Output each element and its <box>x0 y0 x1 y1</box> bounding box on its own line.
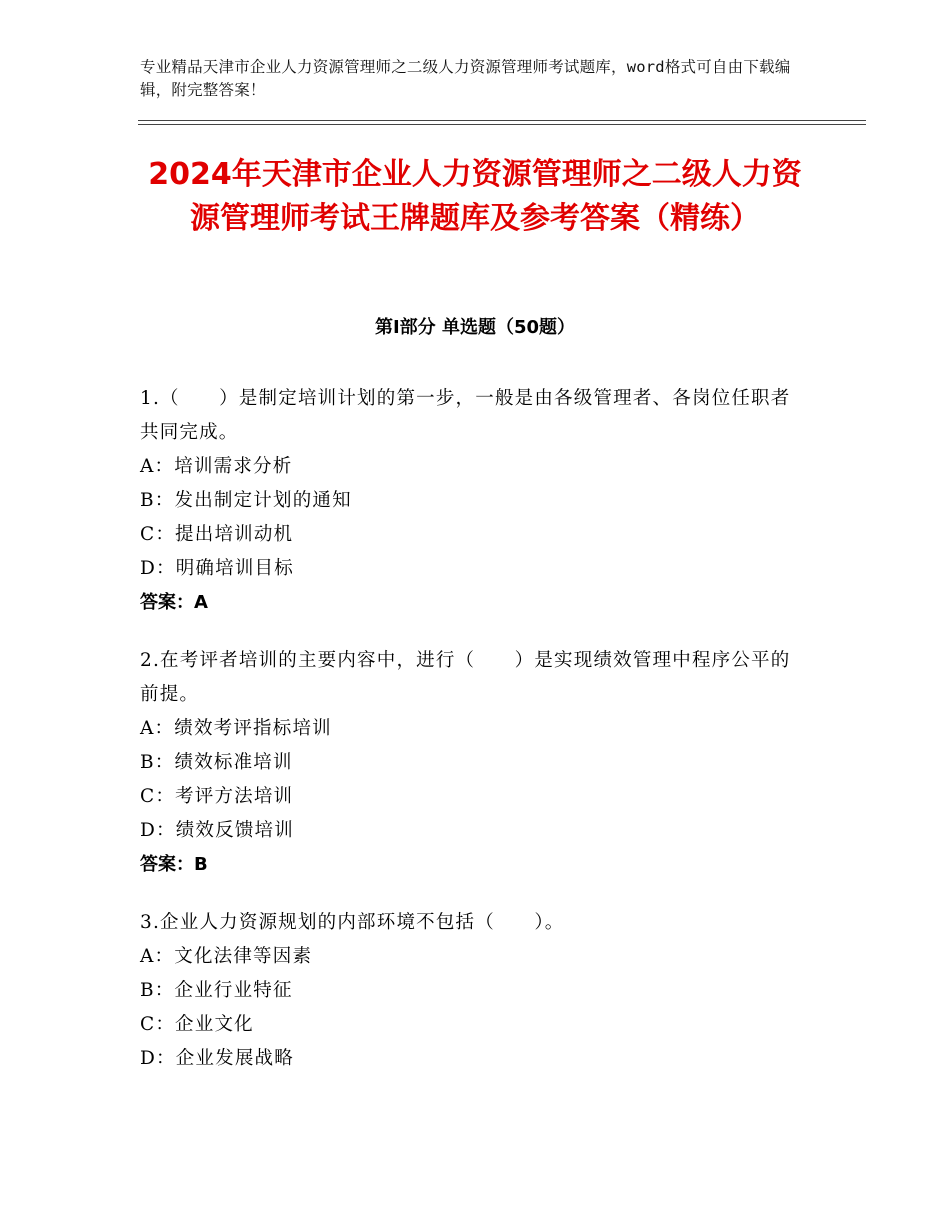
option-c: C：企业文化 <box>140 1014 254 1035</box>
option-b: B：企业行业特征 <box>140 980 293 1001</box>
question-1 <box>140 382 800 620</box>
option-b: B：绩效标准培训 <box>140 752 293 773</box>
option-a: A：绩效考评指标培训 <box>140 718 332 739</box>
question-stem: 3.企业人力资源规划的内部环境不包括（ ）。 <box>140 912 565 933</box>
option-d: D：企业发展战略 <box>140 1048 294 1069</box>
question-list <box>140 382 800 1100</box>
header-divider-top <box>138 120 866 121</box>
header-divider-bottom <box>138 124 866 125</box>
document-title: 2024年天津市企业人力资源管理师之二级人力资源管理师考试王牌题库及参考答案（精练） <box>148 157 802 236</box>
option-d: D：明确培训目标 <box>140 558 294 579</box>
question-2 <box>140 644 800 882</box>
option-a: A：培训需求分析 <box>140 456 293 477</box>
answer: 答案：B <box>140 854 208 875</box>
question-stem: 2.在考评者培训的主要内容中，进行（ ）是实现绩效管理中程序公平的前提。 <box>140 650 791 705</box>
option-d: D：绩效反馈培训 <box>140 820 294 841</box>
question-stem: 1.（ ）是制定培训计划的第一步，一般是由各级管理者、各岗位任职者共同完成。 <box>140 388 791 443</box>
section-title: 第Ⅰ部分 单选题（50题） <box>374 317 575 338</box>
option-c: C：考评方法培训 <box>140 786 294 807</box>
answer: 答案：A <box>140 592 208 613</box>
option-a: A：文化法律等因素 <box>140 946 313 967</box>
option-c: C：提出培训动机 <box>140 524 294 545</box>
question-3 <box>140 906 800 1076</box>
option-b: B：发出制定计划的通知 <box>140 490 352 511</box>
header-note: 专业精品天津市企业人力资源管理师之二级人力资源管理师考试题库，word格式可自由下载编辑，附完整答案！ <box>140 58 791 99</box>
